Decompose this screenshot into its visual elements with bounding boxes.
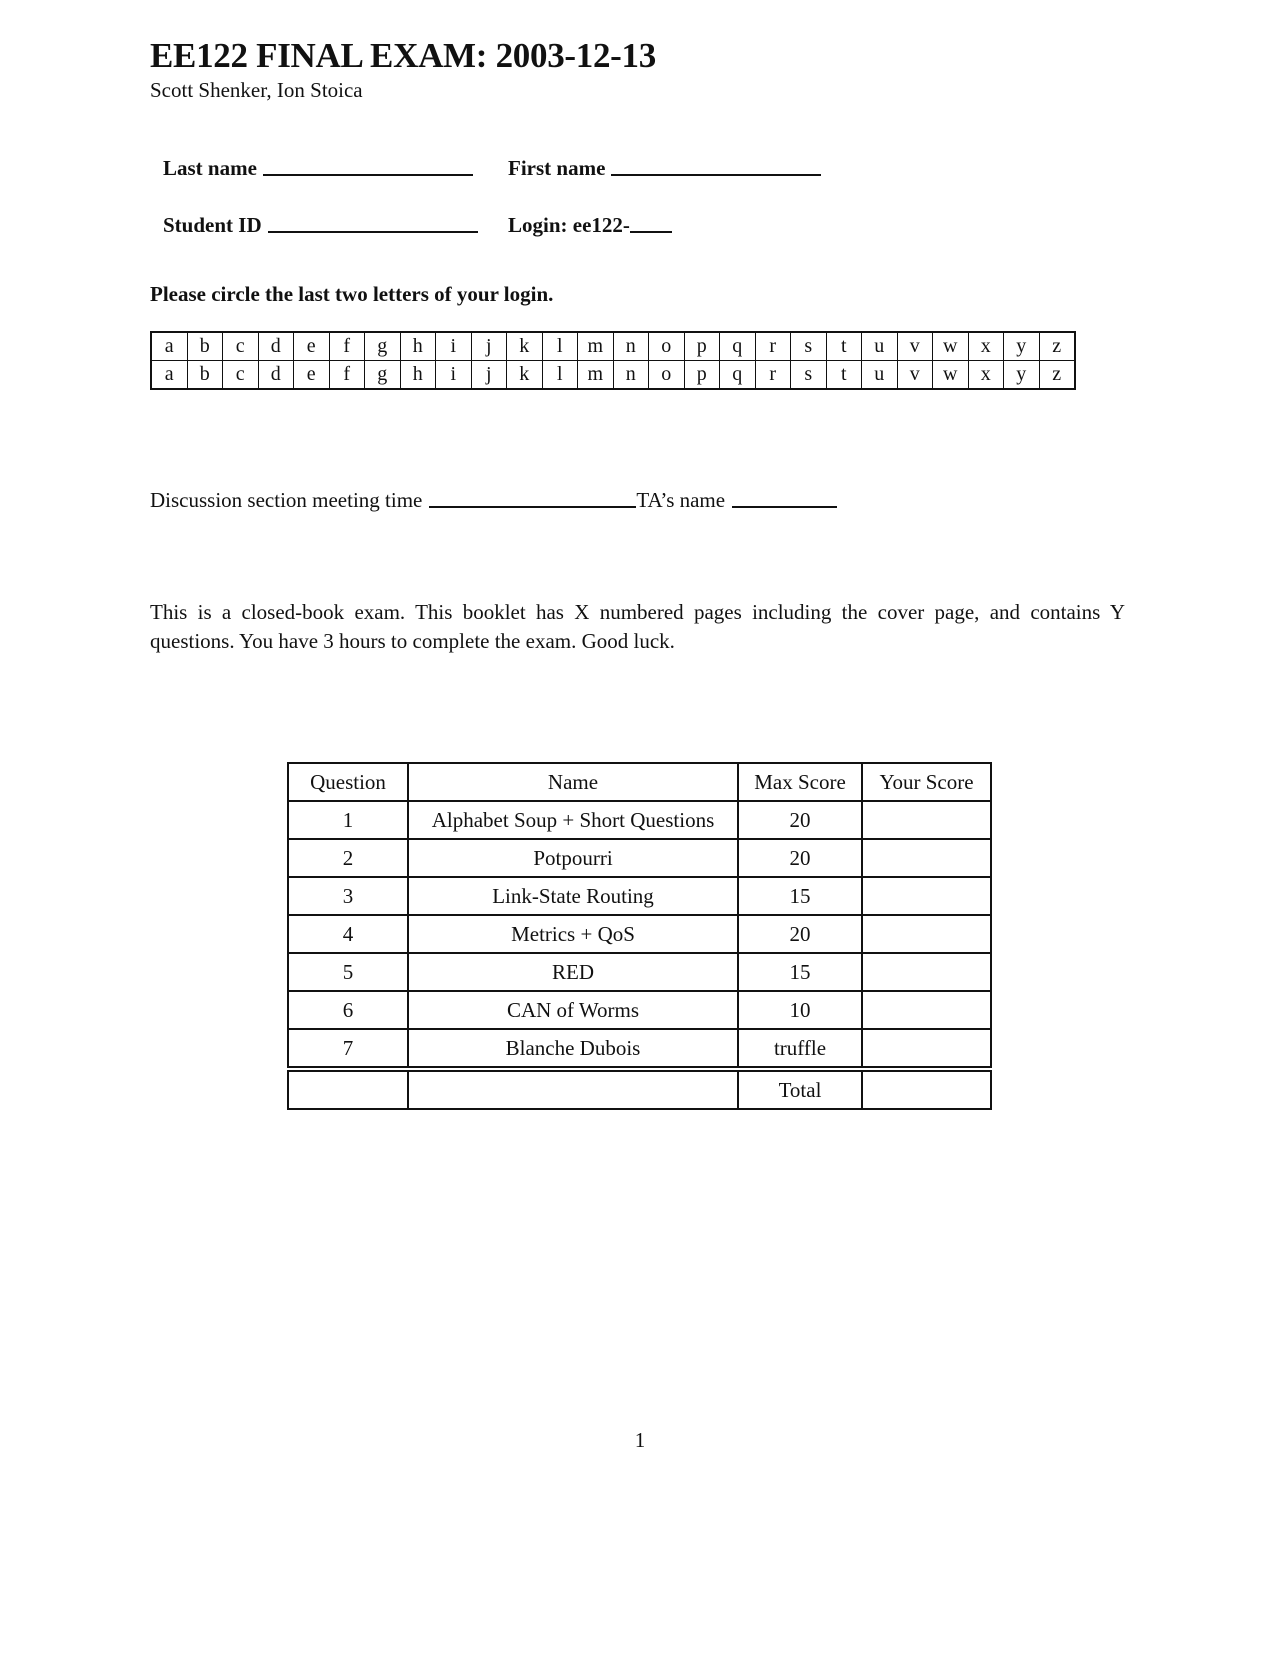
- letter-cell[interactable]: c: [223, 332, 259, 361]
- first-name-label: First name: [508, 156, 606, 180]
- exam-instructions: This is a closed-book exam. This booklet has X numbered pages including the cover page, and contains Y questions. You have 3 hours to complete the exam. Good luck.: [150, 600, 1125, 653]
- letter-cell[interactable]: q: [720, 361, 756, 390]
- letter-cell[interactable]: n: [613, 332, 649, 361]
- login-label: Login: ee122-: [508, 213, 630, 237]
- letter-cell[interactable]: z: [1039, 361, 1075, 390]
- login-field: [508, 213, 672, 238]
- total-empty-cell: [408, 1071, 738, 1109]
- meeting-time-label: Discussion section meeting time: [150, 488, 423, 512]
- your-score[interactable]: [862, 1029, 991, 1067]
- letter-cell[interactable]: b: [187, 361, 223, 390]
- question-name: RED: [408, 953, 738, 991]
- letter-cell[interactable]: v: [897, 361, 933, 390]
- question-name: Alphabet Soup + Short Questions: [408, 801, 738, 839]
- header-question: Question: [288, 763, 408, 801]
- question-name: Link-State Routing: [408, 877, 738, 915]
- letter-cell[interactable]: q: [720, 332, 756, 361]
- question-number: 5: [288, 953, 408, 991]
- letter-cell[interactable]: j: [471, 332, 507, 361]
- letter-cell[interactable]: e: [294, 361, 330, 390]
- your-score[interactable]: [862, 915, 991, 953]
- letter-cell[interactable]: h: [400, 332, 436, 361]
- total-empty-cell: [288, 1071, 408, 1109]
- max-score: 20: [738, 839, 862, 877]
- letter-cell[interactable]: w: [933, 361, 969, 390]
- letter-cell[interactable]: g: [365, 361, 401, 390]
- max-score: truffle: [738, 1029, 862, 1067]
- exam-title: EE122 FINAL EXAM: 2003-12-13: [150, 36, 656, 75]
- letter-cell[interactable]: r: [755, 361, 791, 390]
- letter-cell[interactable]: r: [755, 332, 791, 361]
- max-score: 15: [738, 953, 862, 991]
- question-number: 2: [288, 839, 408, 877]
- last-name-field: [163, 156, 473, 181]
- question-name: Blanche Dubois: [408, 1029, 738, 1067]
- letter-cell[interactable]: t: [826, 332, 862, 361]
- student-id-field: [163, 213, 478, 238]
- table-row: [288, 953, 991, 991]
- letter-cell[interactable]: s: [791, 361, 827, 390]
- login-letters-grid: [150, 331, 1076, 390]
- table-row: [288, 877, 991, 915]
- letter-cell[interactable]: z: [1039, 332, 1075, 361]
- letter-cell[interactable]: e: [294, 332, 330, 361]
- letter-cell[interactable]: f: [329, 332, 365, 361]
- letter-cell[interactable]: k: [507, 332, 543, 361]
- letter-cell[interactable]: p: [684, 361, 720, 390]
- first-name-blank[interactable]: [611, 173, 821, 176]
- letter-cell[interactable]: i: [436, 332, 472, 361]
- student-id-label: Student ID: [163, 213, 262, 237]
- letter-cell[interactable]: d: [258, 332, 294, 361]
- login-letters-instruction: Please circle the last two letters of your login.: [150, 282, 554, 306]
- ta-name-blank[interactable]: [732, 505, 837, 508]
- last-name-blank[interactable]: [263, 173, 473, 176]
- total-score-cell[interactable]: [862, 1071, 991, 1109]
- total-row: [288, 1071, 991, 1109]
- student-id-blank[interactable]: [268, 230, 478, 233]
- first-name-field: [508, 156, 821, 181]
- table-row: [288, 915, 991, 953]
- letter-cell[interactable]: u: [862, 361, 898, 390]
- question-name: Potpourri: [408, 839, 738, 877]
- question-number: 3: [288, 877, 408, 915]
- letter-cell[interactable]: j: [471, 361, 507, 390]
- your-score[interactable]: [862, 953, 991, 991]
- score-table: [287, 762, 992, 1110]
- letter-cell[interactable]: m: [578, 332, 614, 361]
- question-name: Metrics + QoS: [408, 915, 738, 953]
- max-score: 20: [738, 915, 862, 953]
- your-score[interactable]: [862, 991, 991, 1029]
- letter-cell[interactable]: t: [826, 361, 862, 390]
- letter-cell[interactable]: f: [329, 361, 365, 390]
- letter-cell[interactable]: m: [578, 361, 614, 390]
- exam-authors: Scott Shenker, Ion Stoica: [150, 78, 363, 102]
- header-name: Name: [408, 763, 738, 801]
- letter-cell[interactable]: s: [791, 332, 827, 361]
- letters-row-first: [151, 332, 1075, 361]
- letter-cell[interactable]: v: [897, 332, 933, 361]
- table-row: [288, 801, 991, 839]
- letter-cell[interactable]: y: [1004, 332, 1040, 361]
- letter-cell[interactable]: a: [151, 332, 187, 361]
- header-your-score: Your Score: [862, 763, 991, 801]
- letter-cell[interactable]: u: [862, 332, 898, 361]
- page-number: 1: [634, 1428, 646, 1452]
- ta-name-label: TA’s name: [636, 488, 726, 512]
- question-number: 7: [288, 1029, 408, 1067]
- question-name: CAN of Worms: [408, 991, 738, 1029]
- letter-cell[interactable]: k: [507, 361, 543, 390]
- question-number: 6: [288, 991, 408, 1029]
- total-label: Total: [738, 1071, 862, 1109]
- table-row: [288, 1029, 991, 1067]
- letters-row-second: [151, 361, 1075, 390]
- letter-cell[interactable]: c: [223, 361, 259, 390]
- your-score[interactable]: [862, 877, 991, 915]
- header-max-score: Max Score: [738, 763, 862, 801]
- letter-cell[interactable]: a: [151, 361, 187, 390]
- letter-cell[interactable]: l: [542, 332, 578, 361]
- your-score[interactable]: [862, 801, 991, 839]
- discussion-line: [150, 488, 837, 513]
- last-name-label: Last name: [163, 156, 257, 180]
- letter-cell[interactable]: x: [968, 332, 1004, 361]
- letter-cell[interactable]: w: [933, 332, 969, 361]
- letter-cell[interactable]: p: [684, 332, 720, 361]
- max-score: 20: [738, 801, 862, 839]
- letter-cell[interactable]: o: [649, 361, 685, 390]
- letter-cell[interactable]: l: [542, 361, 578, 390]
- letter-cell[interactable]: x: [968, 361, 1004, 390]
- letter-cell[interactable]: g: [365, 332, 401, 361]
- letter-cell[interactable]: h: [400, 361, 436, 390]
- question-number: 1: [288, 801, 408, 839]
- meeting-time-blank[interactable]: [429, 505, 636, 508]
- score-table-header: [288, 763, 991, 801]
- letter-cell[interactable]: i: [436, 361, 472, 390]
- table-row: [288, 991, 991, 1029]
- max-score: 15: [738, 877, 862, 915]
- letter-cell[interactable]: n: [613, 361, 649, 390]
- table-row: [288, 839, 991, 877]
- max-score: 10: [738, 991, 862, 1029]
- login-blank[interactable]: [630, 230, 672, 233]
- letter-cell[interactable]: d: [258, 361, 294, 390]
- your-score[interactable]: [862, 839, 991, 877]
- question-number: 4: [288, 915, 408, 953]
- letter-cell[interactable]: y: [1004, 361, 1040, 390]
- letter-cell[interactable]: o: [649, 332, 685, 361]
- letter-cell[interactable]: b: [187, 332, 223, 361]
